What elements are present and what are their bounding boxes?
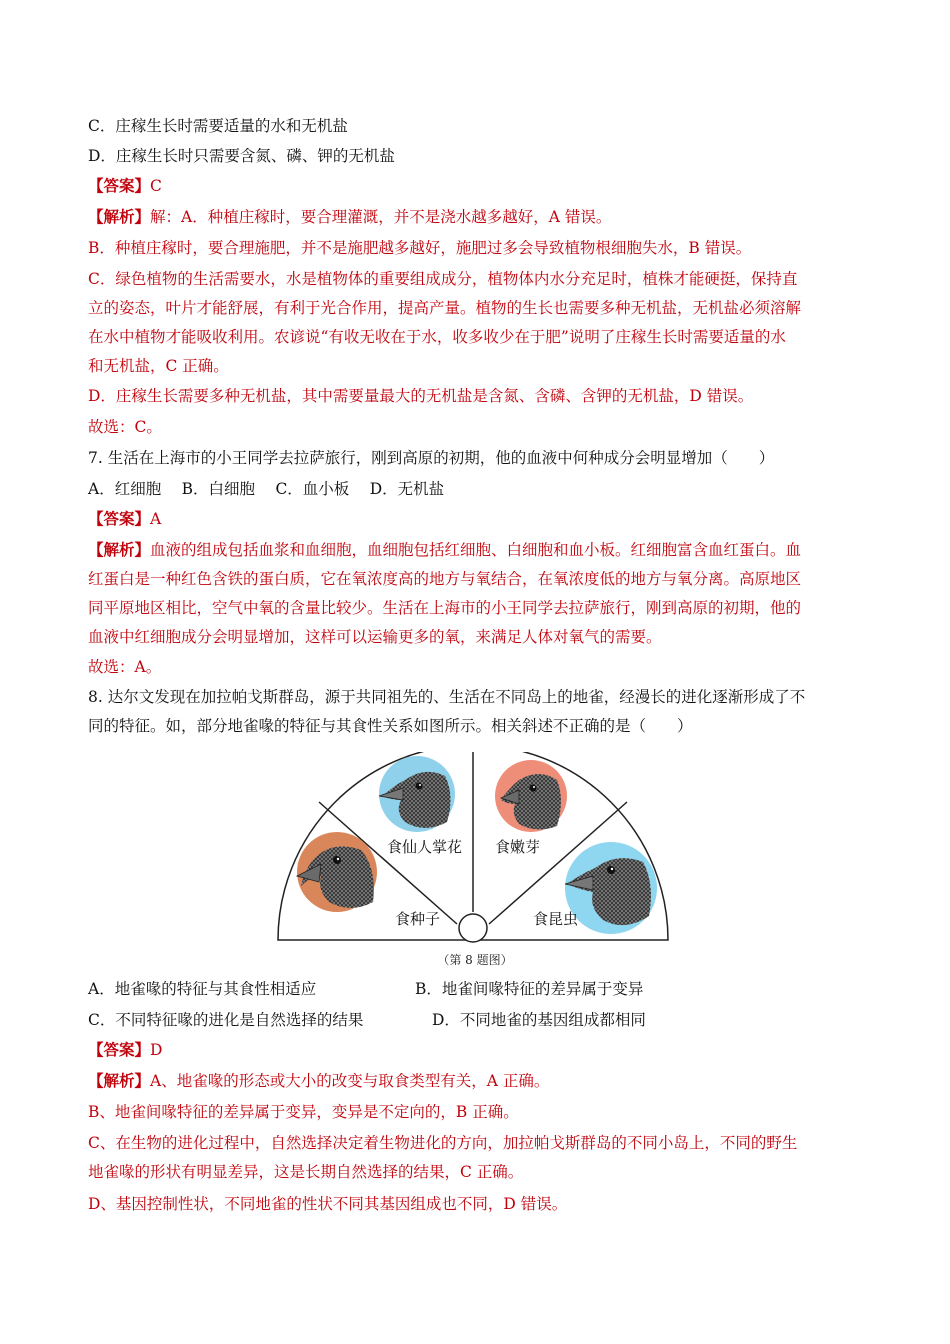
q8-stem-1: 8. 达尔文发现在加拉帕戈斯群岛，源于共同祖先的、生活在不同岛上的地雀，经漫长的进化逐渐形成了不 (88, 688, 806, 706)
q8-analysis-b: B、地雀间喙特征的差异属于变异，变异是不定向的，B 正确。 (88, 1103, 519, 1121)
q8-option-a: A．地雀喙的特征与其食性相适应 (88, 980, 317, 998)
center-circle (459, 914, 487, 942)
finch-insect-eater (565, 842, 657, 934)
q8-options-row-1 (88, 979, 316, 999)
q8-analysis-text: A、地雀喙的形态或大小的改变与取食类型有关，A 正确。 (150, 1072, 550, 1090)
q6-analysis-text: 解：A．种植庄稼时，要合理灌溉，并不是浇水越多越好，A 错误。 (150, 208, 612, 226)
analysis-tag: 【解析】 (88, 1071, 151, 1090)
q8-option-c: C．不同特征喙的进化是自然选择的结果 (88, 1011, 364, 1029)
q7-analysis-4: 血液中红细胞成分会明显增加，这样可以运输更多的氧，来满足人体对氧气的需要。 (88, 628, 662, 646)
answer-tag: 【答案】 (88, 1040, 151, 1059)
q6-analysis-c4: 和无机盐，C 正确。 (88, 357, 229, 375)
q8-option-d: D．不同地雀的基因组成都相同 (432, 1011, 646, 1029)
label-cactus: 食仙人掌花 (387, 838, 463, 856)
figure-caption: （第 8 题图） (437, 953, 513, 967)
answer-tag: 【答案】 (88, 509, 151, 528)
q8-stem-2: 同的特征。如，部分地雀喙的特征与其食性关系如图所示。相关斜述不正确的是（ ） (88, 717, 693, 735)
finch-seed-eater (297, 832, 377, 912)
analysis-tag: 【解析】 (88, 540, 151, 559)
q7-options: A．红细胞 B．白细胞 C．血小板 D．无机盐 (88, 480, 445, 498)
q8-analysis-d: D、基因控制性状，不同地雀的性状不同其基因组成也不同，D 错误。 (88, 1195, 568, 1213)
q7-analysis-line (88, 540, 801, 560)
q7-answer (88, 509, 161, 529)
q7-conclusion: 故选：A。 (88, 658, 162, 676)
q6-analysis-b: B．种植庄稼时，要合理施肥，并不是施肥越多越好，施肥过多会导致植物根细胞失水，B 错误。 (88, 239, 752, 257)
label-bud: 食嫩芽 (495, 838, 541, 856)
q7-answer-value: A (150, 510, 162, 528)
q7-analysis-2: 红蛋白是一种红色含铁的蛋白质，它在氧浓度高的地方与氧结合，在氧浓度低的地方与氧分离。高原地区 (88, 570, 802, 588)
q6-answer (88, 176, 162, 196)
finch-cactus-eater (379, 756, 455, 832)
q8-analysis-line (88, 1071, 549, 1091)
q8-answer-value: D (150, 1041, 163, 1059)
label-seed: 食种子 (395, 910, 441, 928)
q6-conclusion: 故选：C。 (88, 418, 162, 436)
q8-analysis-c1: C、在生物的进化过程中，自然选择决定着生物进化的方向，加拉帕戈斯群岛的不同小岛上，不同的野生 (88, 1134, 798, 1152)
analysis-tag: 【解析】 (88, 207, 151, 226)
finch-bud-eater (495, 760, 567, 832)
q7-analysis-3: 同平原地区相比，空气中氧的含量比较少。生活在上海市的小王同学去拉萨旅行，刚到高原的初期，他的 (88, 599, 802, 617)
q8-answer (88, 1040, 162, 1060)
q6-option-d: D．庄稼生长时只需要含氮、磷、钾的无机盐 (88, 147, 395, 165)
q8-option-b: B．地雀间喙特征的差异属于变异 (415, 980, 644, 998)
q6-analysis-d: D．庄稼生长需要多种无机盐，其中需要量最大的无机盐是含氮、含磷、含钾的无机盐，D 错误。 (88, 387, 754, 405)
q6-analysis-c2: 立的姿态，叶片才能舒展，有利于光合作用，提高产量。植物的生长也需要多种无机盐，无机盐必须溶解 (88, 299, 802, 317)
label-insect: 食昆虫 (533, 910, 579, 928)
q7-analysis-text: 血液的组成包括血浆和血细胞，血细胞包括红细胞、白细胞和血小板。红细胞富含血红蛋白。血 (150, 541, 802, 559)
q6-answer-value: C (150, 177, 162, 195)
q6-analysis-c3: 在水中植物才能吸收利用。农谚说“有收无收在于水，收多收少在于肥”说明了庄稼生长时需要适量的水 (88, 328, 786, 346)
q6-analysis-c1: C．绿色植物的生活需要水，水是植物体的重要组成成分，植物体内水分充足时，植株才能硬挺，保持直 (88, 270, 798, 288)
finch-beak-figure (275, 752, 695, 948)
q6-analysis-line (88, 207, 611, 227)
q6-option-c: C．庄稼生长时需要适量的水和无机盐 (88, 117, 348, 135)
answer-tag: 【答案】 (88, 176, 151, 195)
q8-analysis-c2: 地雀喙的形状有明显差异，这是长期自然选择的结果，C 正确。 (88, 1163, 524, 1181)
q7-stem: 7. 生活在上海市的小王同学去拉萨旅行，刚到高原的初期，他的血液中何种成分会明显增加（ ） (88, 449, 775, 467)
